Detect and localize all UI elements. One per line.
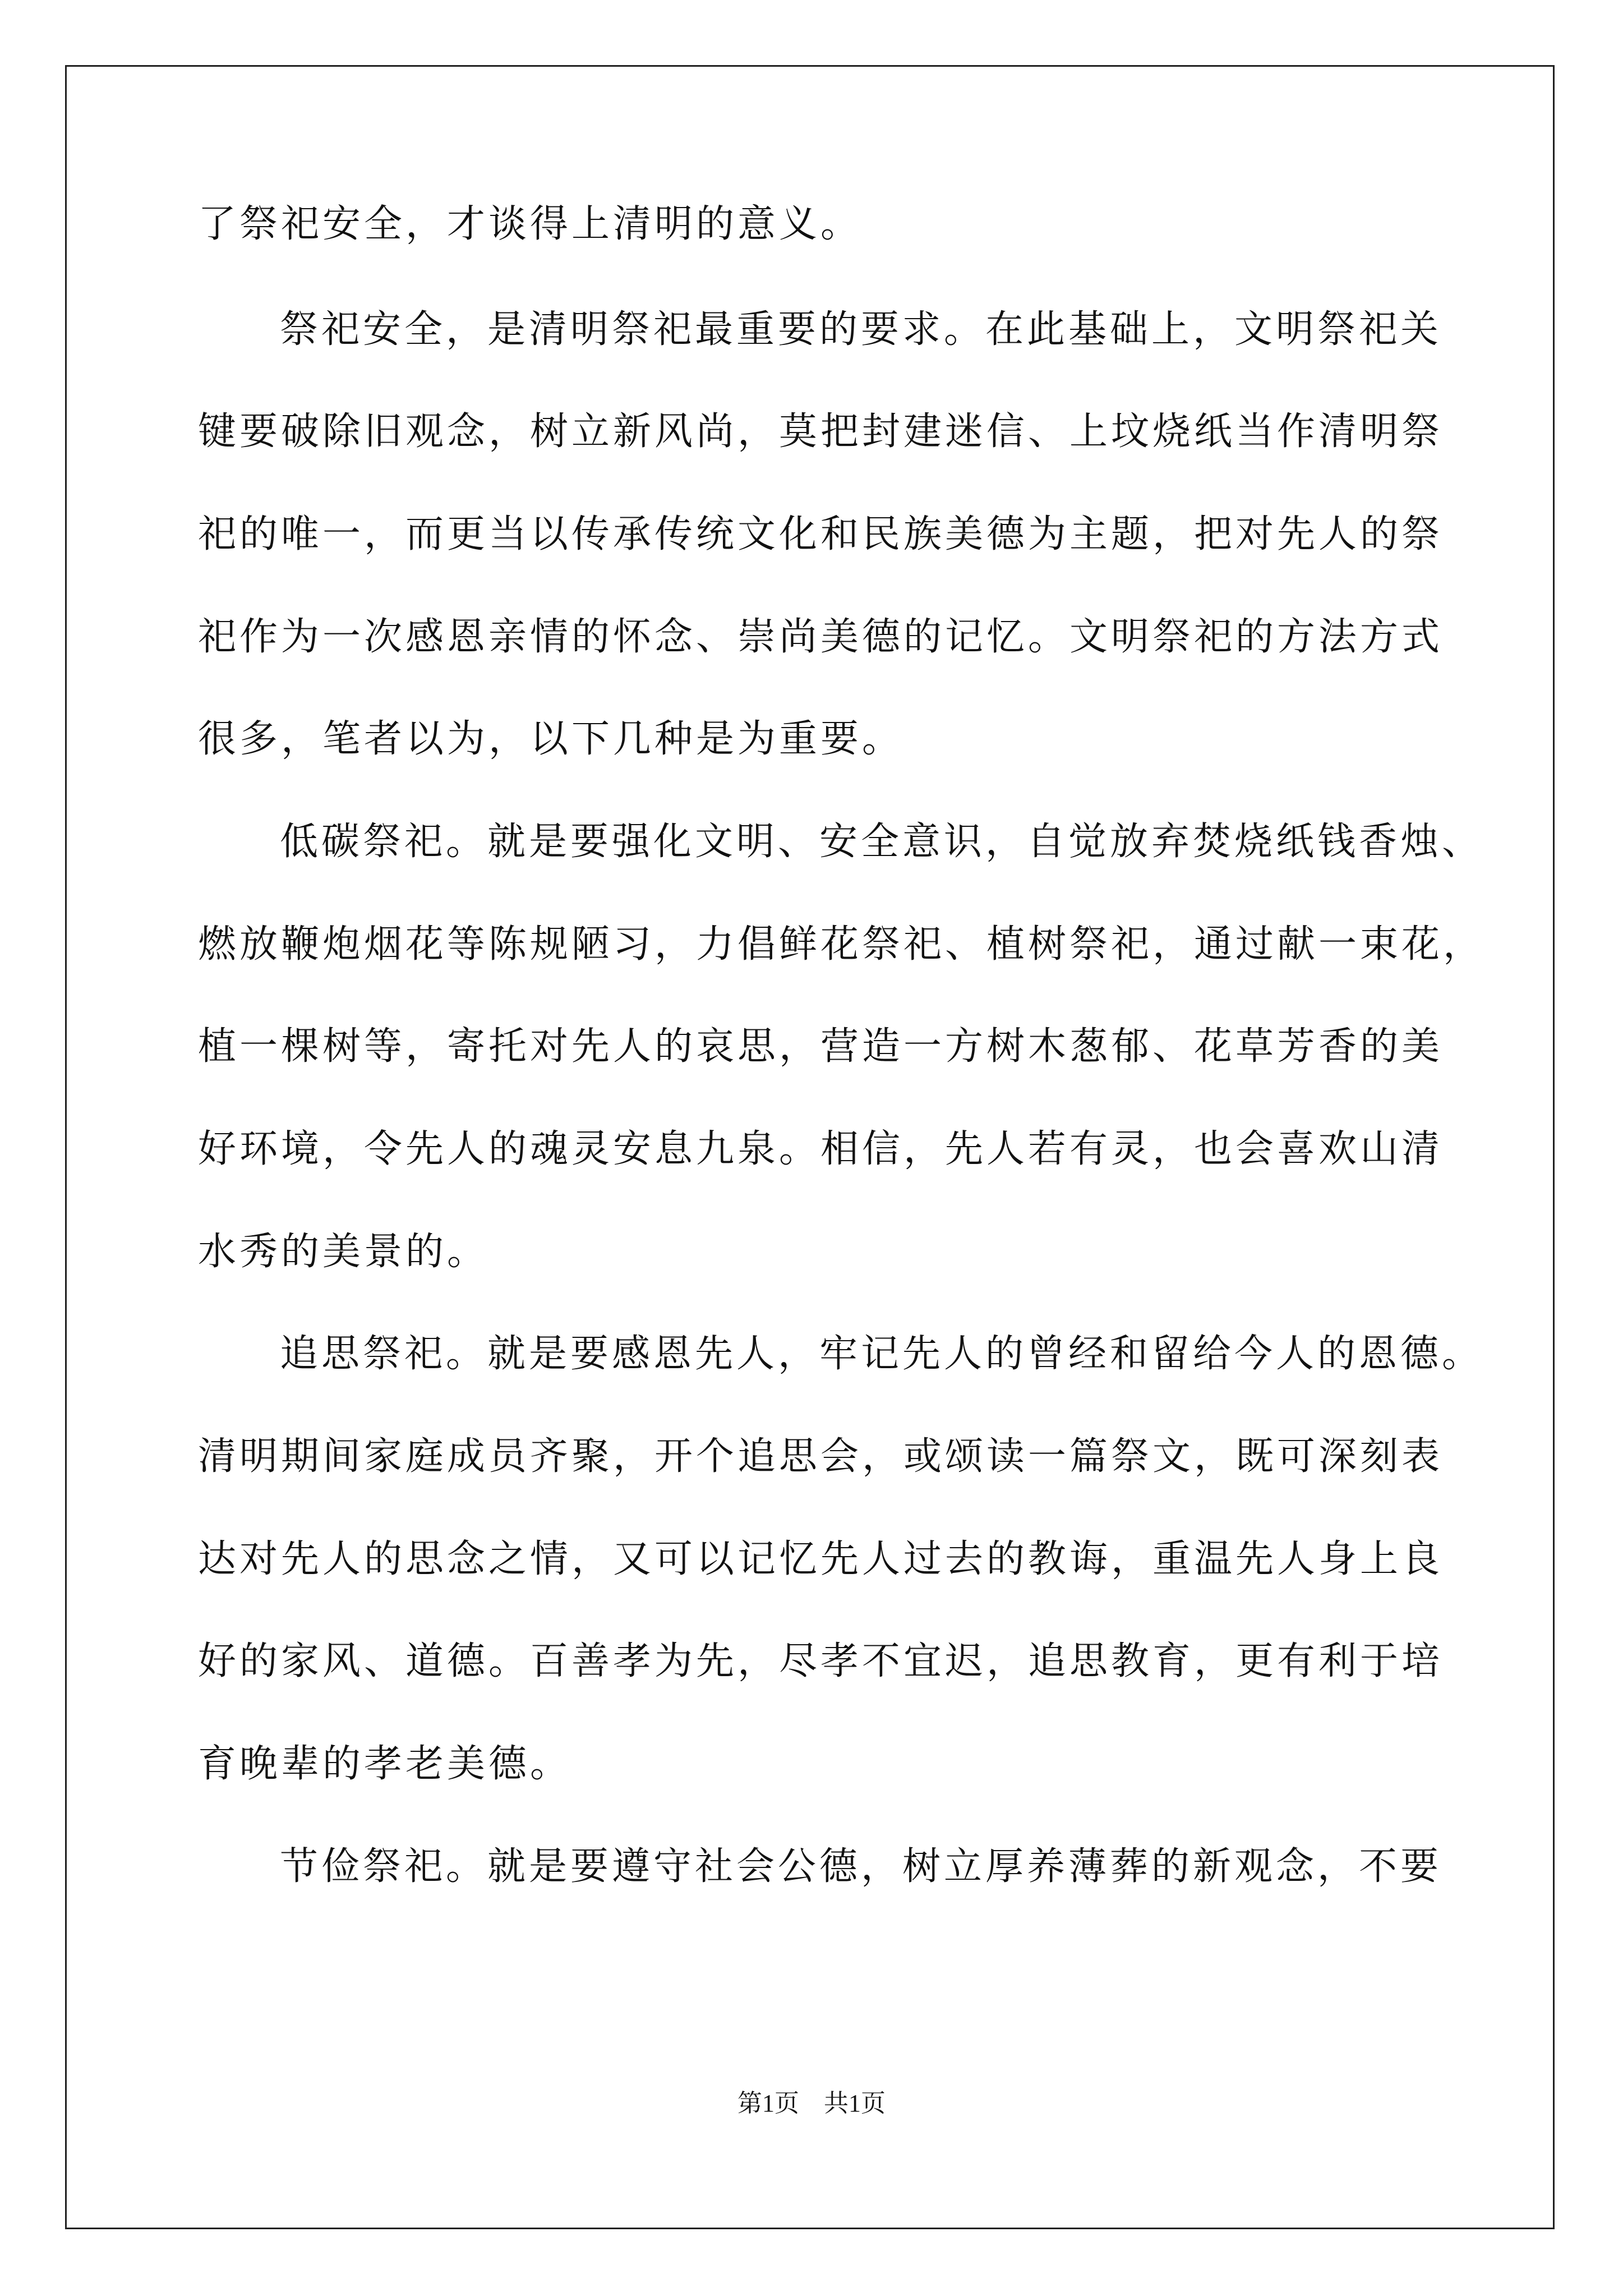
- text-line: 了祭祀安全，才谈得上清明的意义。: [198, 202, 863, 246]
- paragraph-first-line: 追思祭祀。就是要感恩先人，牢记先人的曾经和留给今人的恩德。: [280, 1332, 1484, 1376]
- text-line: 育晚辈的孝老美德。: [198, 1742, 572, 1786]
- text-line: 键要破除旧观念，树立新风尚，莫把封建迷信、上坟烧纸当作清明祭: [198, 409, 1444, 454]
- text-line: 祀作为一次感恩亲情的怀念、崇尚美德的记忆。文明祭祀的方法方式: [198, 615, 1444, 659]
- paragraph-first-line: 低碳祭祀。就是要强化文明、安全意识，自觉放弃焚烧纸钱香烛、: [280, 820, 1484, 864]
- text-line: 燃放鞭炮烟花等陈规陋习，力倡鲜花祭祀、植树祭祀，通过献一束花，: [198, 922, 1485, 967]
- text-line: 很多，笔者以为，以下几种是为重要。: [198, 717, 904, 761]
- text-line: 达对先人的思念之情，又可以记忆先人过去的教诲，重温先人身上良: [198, 1537, 1444, 1581]
- text-line: 清明期间家庭成员齐聚，开个追思会，或颂读一篇祭文，既可深刻表: [198, 1434, 1444, 1479]
- page-footer: 第1页 共1页: [737, 2090, 886, 2117]
- paragraph-first-line: 节俭祭祀。就是要遵守社会公德，树立厚养薄葬的新观念，不要: [280, 1844, 1442, 1889]
- text-line: 水秀的美景的。: [198, 1230, 489, 1274]
- text-line: 植一棵树等，寄托对先人的哀思，营造一方树木葱郁、花草芳香的美: [198, 1024, 1444, 1069]
- text-line: 祀的唯一，而更当以传承传统文化和民族美德为主题，把对先人的祭: [198, 512, 1444, 556]
- paragraph-first-line: 祭祀安全，是清明祭祀最重要的要求。在此基础上，文明祭祀关: [280, 307, 1442, 352]
- text-line: 好环境，令先人的魂灵安息九泉。相信，先人若有灵，也会喜欢山清: [198, 1127, 1444, 1171]
- text-line: 好的家风、道德。百善孝为先，尽孝不宜迟，追思教育，更有利于培: [198, 1639, 1444, 1683]
